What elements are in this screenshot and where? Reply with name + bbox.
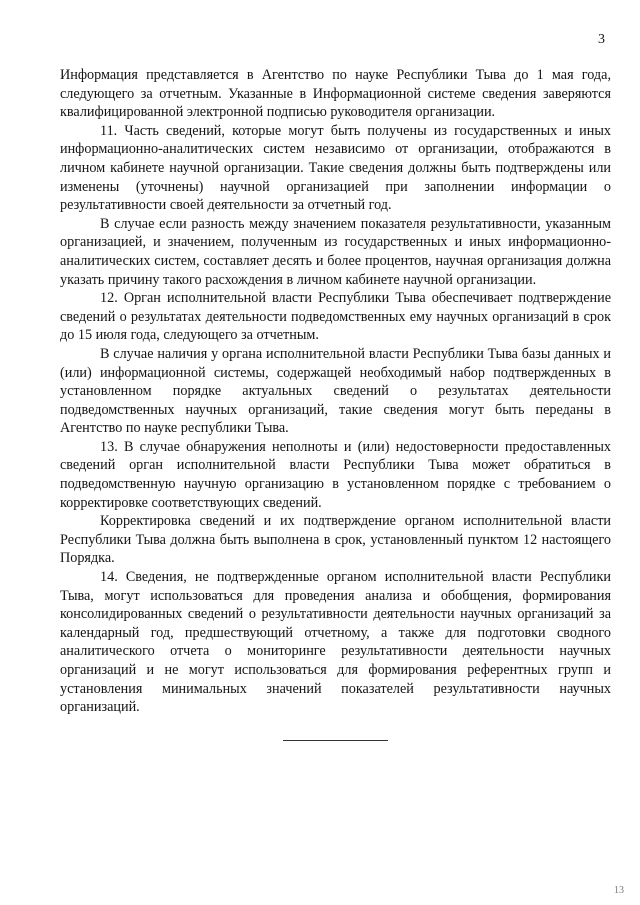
page-number: 3: [598, 32, 605, 47]
paragraph: 13. В случае обнаружения неполноты и (или) недостоверности предоставленных сведений орган исполнительной власти Республики Тыва может обратиться в подведомственную научную организацию в установленном порядке с требованием о корректировке соответствующих сведений.: [60, 438, 611, 511]
corner-mark: 13: [614, 885, 624, 896]
closing-rule: [283, 740, 388, 741]
paragraph: 14. Сведения, не подтвержденные органом исполнительной власти Республики Тыва, могут использоваться для проведения анализа и обобщения, формирования консолидированных сведений о результативности деятельности научных организаций за календарный год, предшествующий отчетному, а также для подготовки сводного аналитического отчета о мониторинге результативности деятельности научных организаций и не могут использоваться для формирования референтных групп и установления минимальных значений показателей результативности научных организаций.: [60, 569, 611, 716]
document-body: [60, 66, 611, 717]
paragraph: 11. Часть сведений, которые могут быть получены из государственных и иных информационно-аналитических систем независимо от организации, отображаются в личном кабинете научной организации. Такие сведения должны быть подтверждены или изменены (уточнены) научной организацией при заполнении информации о результативности своей деятельности за отчетный год.: [60, 122, 611, 214]
paragraph: Корректировка сведений и их подтверждение органом исполнительной власти Республики Тыва должна быть выполнена в срок, установленный пунктом 12 настоящего Порядка.: [60, 513, 611, 567]
paragraph: Информация представляется в Агентство по науке Республики Тыва до 1 мая года, следующего за отчетным. Указанные в Информационной системе сведения заверяются квалифицированной электронной подписью руководителя организации.: [60, 67, 611, 121]
paragraph: В случае если разность между значением показателя результативности, указанным организацией, и значением, полученным из государственных и иных информационно-аналитических систем, составляет десять и более процентов, научная организация должна указать причину такого расхождения в личном кабинете научной организации.: [60, 215, 611, 288]
paragraph: 12. Орган исполнительной власти Республики Тыва обеспечивает подтверждение сведений о результатах деятельности подведомственных ему научных организаций в срок до 15 июля года, следующего за отчетным.: [60, 290, 611, 344]
paragraph: В случае наличия у органа исполнительной власти Республики Тыва базы данных и (или) информационной системы, содержащей необходимый набор подтвержденных в установленном порядке актуальных сведений о результатах деятельности подведомственных научных организаций, такие сведения могут быть переданы в Агентство по науке республики Тыва.: [60, 345, 611, 437]
